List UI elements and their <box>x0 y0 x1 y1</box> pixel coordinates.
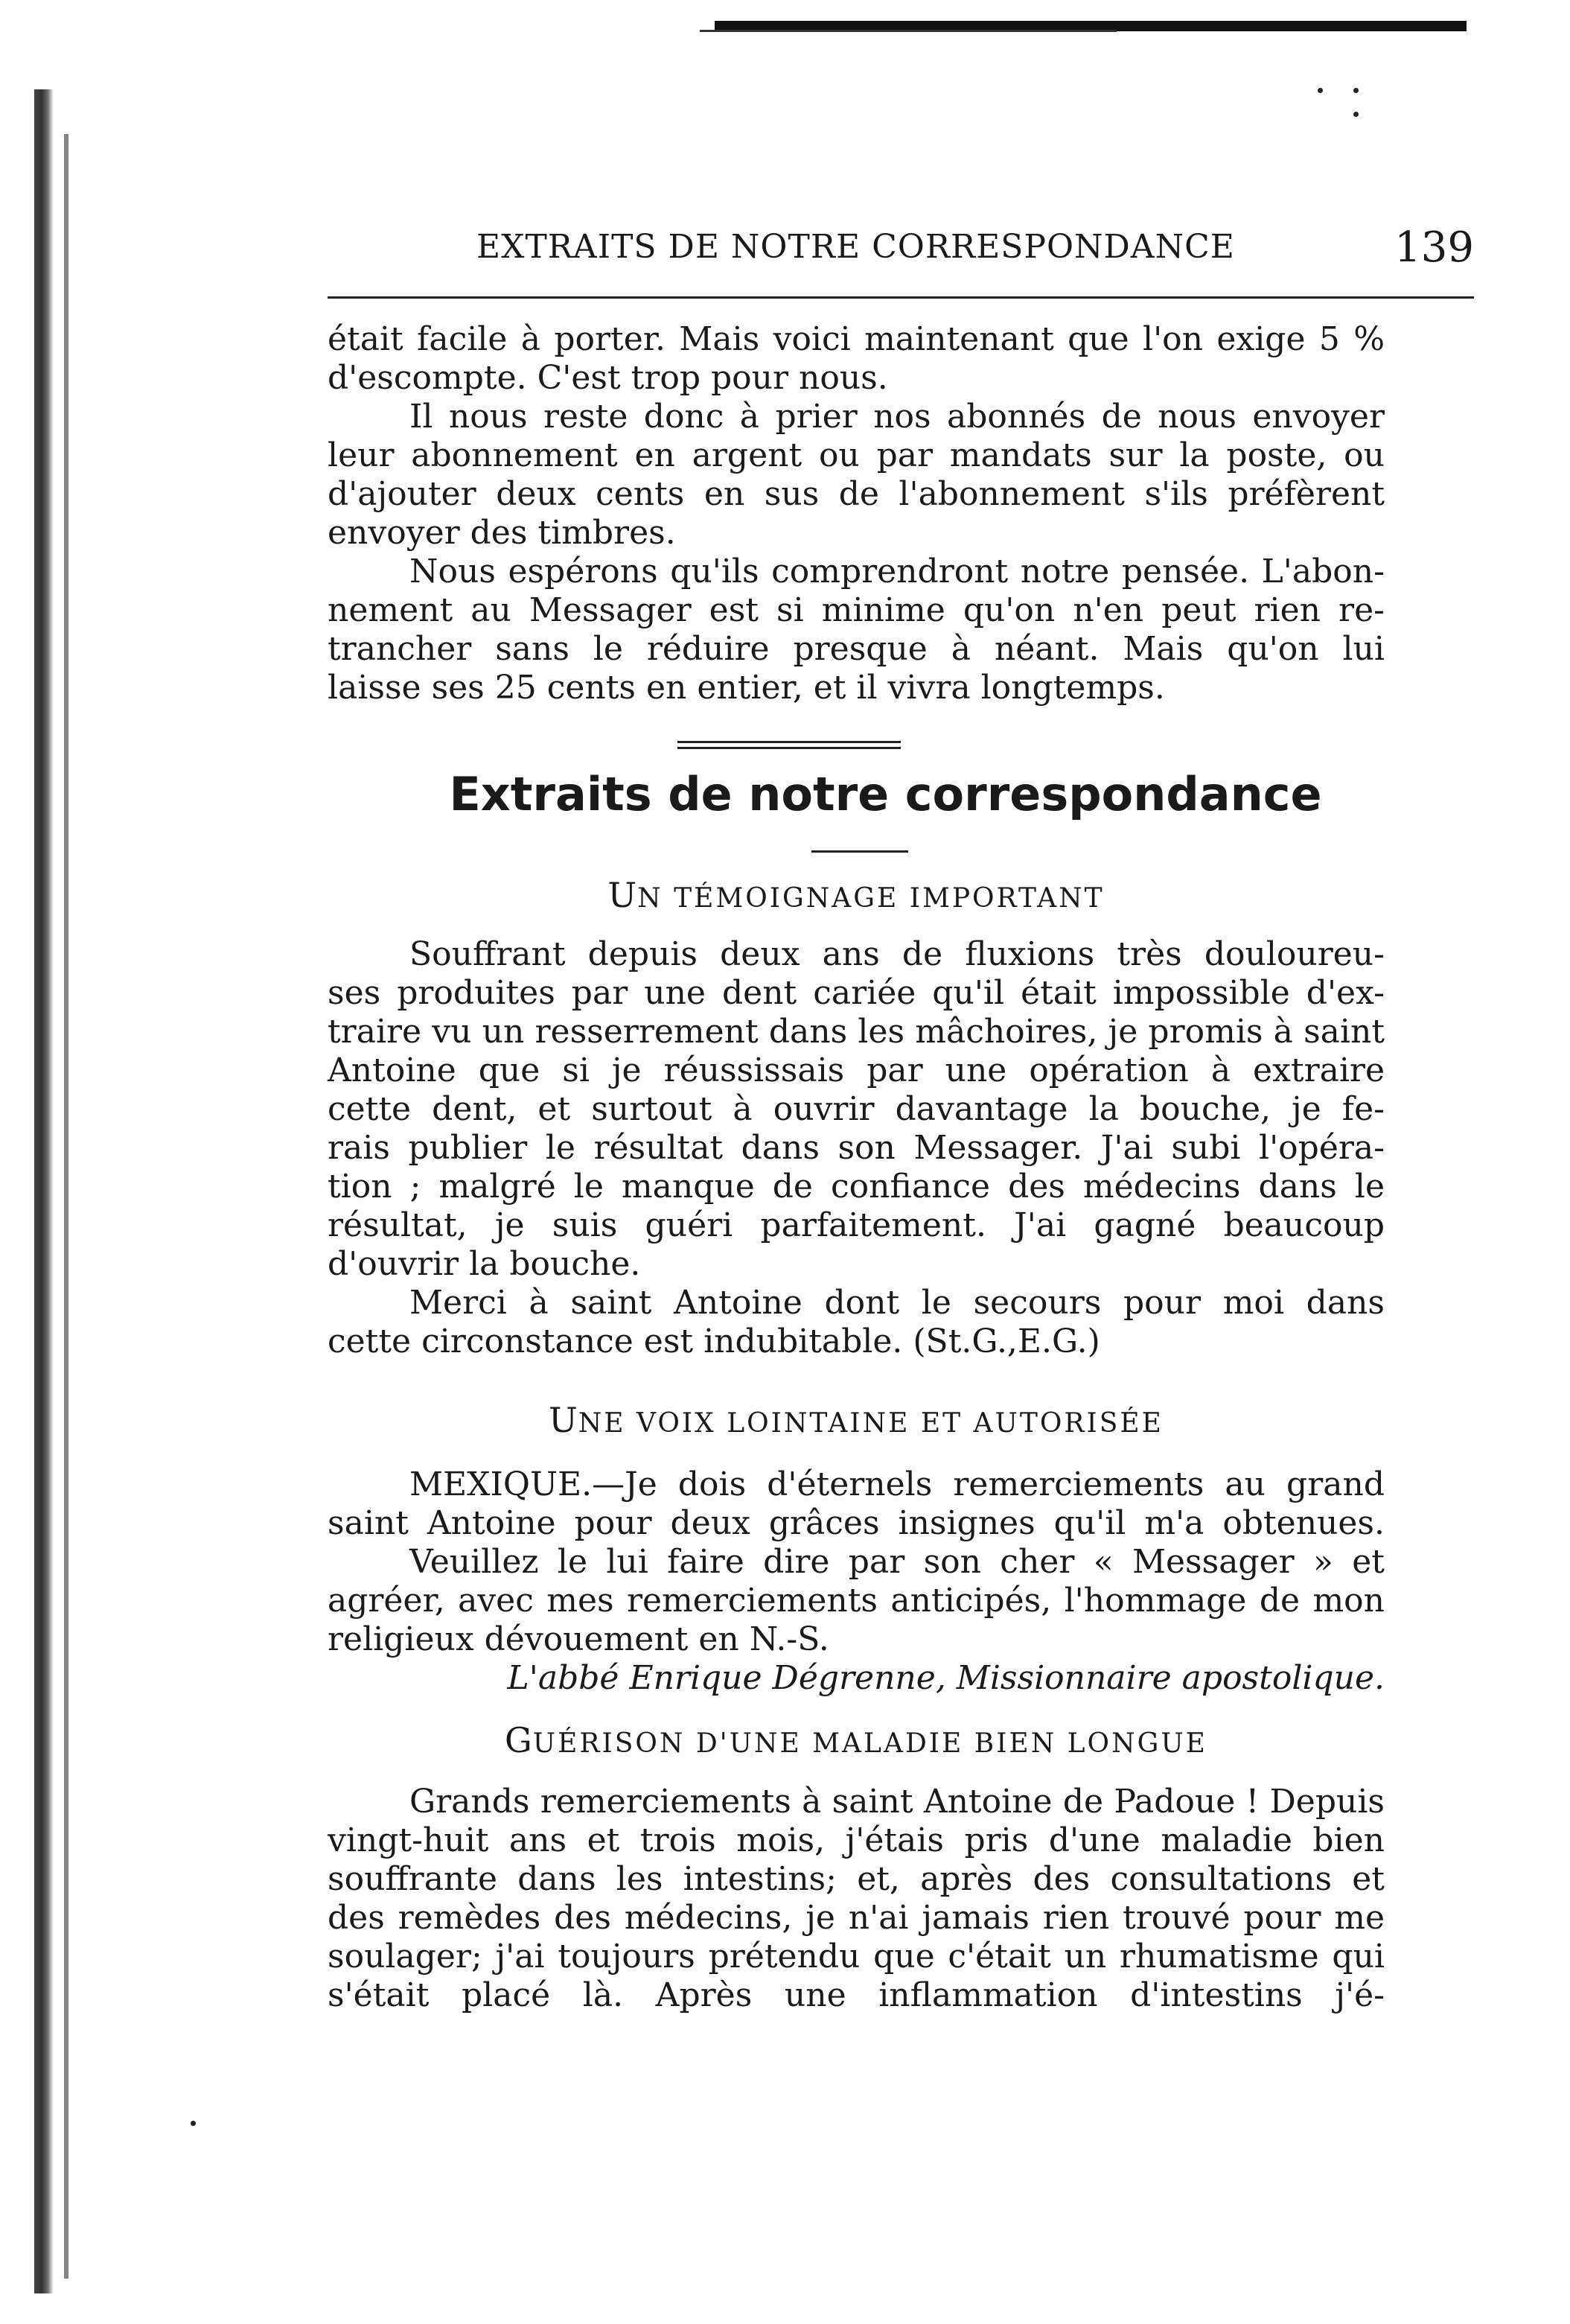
section-double-rule <box>677 741 901 743</box>
running-title: EXTRAITS DE NOTRE CORRESPONDANCE <box>476 228 1235 266</box>
text-line: Antoine que si je réussissais par une opération à extraire <box>328 1051 1385 1089</box>
section-title: Extraits de notre correspondance <box>449 767 1322 821</box>
text-line: ses produites par une dent cariée qu'il était impossible d'ex- <box>328 974 1385 1012</box>
subsection-title <box>328 1720 1385 1760</box>
healing-paragraph <box>328 1783 1385 2015</box>
text-line: Veuillez le lui faire dire par son cher « Messager » et <box>409 1543 1385 1581</box>
scan-speck <box>191 2121 196 2126</box>
subsection-title <box>328 875 1385 915</box>
subsection-title-cap: U <box>549 1400 578 1440</box>
section-short-rule <box>811 850 908 853</box>
scan-speck <box>1353 112 1359 117</box>
testimony-paragraph <box>328 935 1385 1361</box>
text-line: Nous espérons qu'ils comprendront notre pensée. L'abon- <box>409 553 1385 590</box>
text-line: vingt-huit ans et trois mois, j'étais pris d'une maladie bien <box>328 1821 1385 1859</box>
intro-paragraph <box>328 320 1385 707</box>
scan-left-edge-line <box>64 134 68 2279</box>
subsection-title-cap: G <box>505 1720 533 1760</box>
signature: L'abbé Enrique Dégrenne, Missionnaire apostolique. <box>507 1659 1385 1697</box>
text-line: Il nous reste donc à prier nos abonnés de nous envoyer <box>409 398 1385 436</box>
text-line: tion ; malgré le manque de confiance des médecins dans le <box>328 1168 1385 1206</box>
text-line: religieux dévouement en N.-S. <box>328 1620 829 1658</box>
running-header <box>476 223 1474 283</box>
text-line: d'escompte. C'est trop pour nous. <box>328 359 888 397</box>
text-line: cette circonstance est indubitable. (St.G.,E.G.) <box>328 1322 1100 1360</box>
text-line: cette dent, et surtout à ouvrir davantage la bouche, je fe- <box>328 1090 1385 1128</box>
scan-top-line <box>700 30 1117 32</box>
scan-left-edge <box>34 89 54 2293</box>
subsection-title-rest: N TÉMOIGNAGE IMPORTANT <box>637 883 1105 914</box>
subsection-title <box>328 1400 1385 1440</box>
text-line: résultat, je suis guéri parfaitement. J'ai gagné beaucoup <box>328 1206 1385 1244</box>
scan-speck <box>1353 88 1359 93</box>
text-line: rais publier le résultat dans son Messager. J'ai subi l'opéra- <box>328 1129 1385 1167</box>
header-rule <box>328 296 1474 299</box>
section-double-rule <box>677 747 901 749</box>
text-line: s'était placé là. Après une inflammation d'intestins j'é- <box>328 1976 1385 2014</box>
text-line: leur abonnement en argent ou par mandats sur la poste, ou <box>328 436 1385 474</box>
text-line: d'ouvrir la bouche. <box>328 1245 641 1283</box>
text-line: Merci à saint Antoine dont le secours pour moi dans <box>409 1284 1385 1322</box>
letter-paragraph <box>328 1465 1385 1659</box>
text-line: était facile à porter. Mais voici maintenant que l'on exige 5 % <box>328 320 1385 358</box>
subsection-title-rest: NE VOIX LOINTAINE ET AUTORISÉE <box>578 1408 1164 1439</box>
text-line: laisse ses 25 cents en entier, et il vivra longtemps. <box>328 669 1165 707</box>
text-line: saint Antoine pour deux grâces insignes qu'il m'a obtenues. <box>328 1504 1385 1542</box>
text-line: souffrante dans les intestins; et, après des consultations et <box>328 1860 1385 1898</box>
subsection-title-rest: UÉRISON D'UNE MALADIE BIEN LONGUE <box>532 1728 1207 1759</box>
scan-speck <box>1318 88 1323 93</box>
text-line: Souffrant depuis deux ans de fluxions très douloureu- <box>409 935 1385 973</box>
text-line: nement au Messager est si minime qu'on n'en peut rien re- <box>328 591 1385 629</box>
text-line: agréer, avec mes remerciements anticipés, l'hommage de mon <box>328 1582 1385 1620</box>
text-line: des remèdes des médecins, je n'ai jamais rien trouvé pour me <box>328 1899 1385 1937</box>
text-line: trancher sans le réduire presque à néant. Mais qu'on lui <box>328 630 1385 668</box>
text-line: MEXIQUE.—Je dois d'éternels remerciements au grand <box>409 1465 1385 1503</box>
text-line: envoyer des timbres. <box>328 514 676 552</box>
text-line: traire vu un resserrement dans les mâchoires, je promis à saint <box>328 1013 1385 1051</box>
page-number: 139 <box>1394 223 1474 272</box>
text-line: d'ajouter deux cents en sus de l'abonnement s'ils préfèrent <box>328 475 1385 513</box>
subsection-title-cap: U <box>607 875 638 915</box>
text-line: Grands remerciements à saint Antoine de Padoue ! Depuis <box>409 1783 1385 1821</box>
text-line: soulager; j'ai toujours prétendu que c'était un rhumatisme qui <box>328 1938 1385 1976</box>
